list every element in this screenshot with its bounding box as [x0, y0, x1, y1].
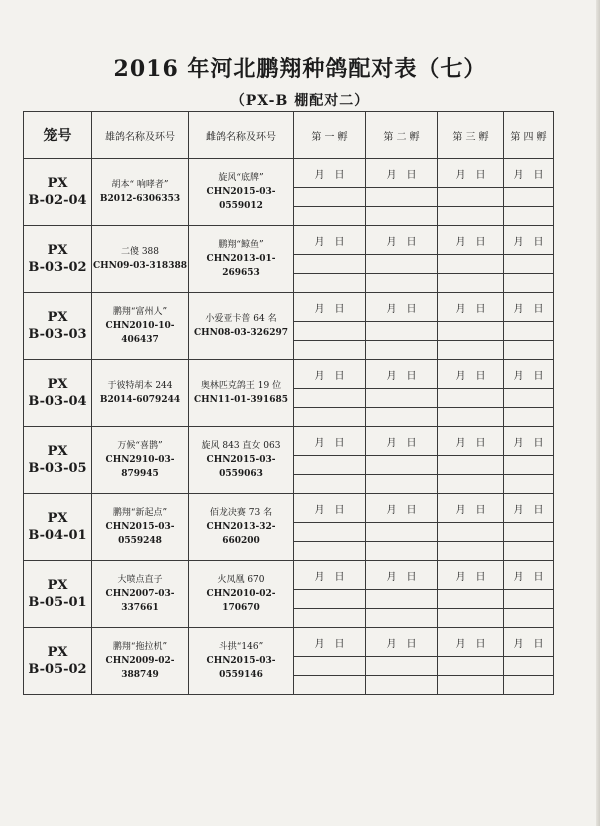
- hatch-3-blank-cell: [438, 676, 504, 695]
- scan-edge: [596, 0, 600, 826]
- hatch-1-date-cell: 月 日: [294, 427, 366, 456]
- male-bird-cell: [92, 226, 189, 293]
- male-bird-cell: [92, 427, 189, 494]
- hatch-3-date-cell: 月 日: [438, 293, 504, 322]
- hatch-1-date-cell: 月 日: [294, 159, 366, 188]
- hatch-2-blank-cell: [366, 590, 438, 609]
- hatch-3-date-cell: 月 日: [438, 226, 504, 255]
- hatch-4-blank-cell: [504, 389, 554, 408]
- cage-id-number: B-03-05: [28, 461, 87, 476]
- hatch-3-blank-cell: [438, 590, 504, 609]
- hatch-3-date-cell: 月 日: [438, 628, 504, 657]
- hatch-3-blank-cell: [438, 341, 504, 360]
- hatch-2-date-cell: 月 日: [366, 427, 438, 456]
- hatch-3-blank-cell: [438, 609, 504, 628]
- female-name: 佰龙决赛 73 名: [209, 508, 273, 518]
- female-ring: CHN2015-03-0559063: [206, 455, 276, 479]
- hatch-1-blank-cell: [294, 274, 366, 293]
- hatch-2-blank-cell: [366, 274, 438, 293]
- hatch-1-blank-cell: [294, 255, 366, 274]
- hatch-4-date-cell: 月 日: [504, 561, 554, 590]
- hatch-4-blank-cell: [504, 274, 554, 293]
- female-bird-cell: [189, 293, 294, 360]
- hatch-1-blank-cell: [294, 341, 366, 360]
- hatch-1-date-cell: 月 日: [294, 293, 366, 322]
- hatch-4-blank-cell: [504, 456, 554, 475]
- female-ring: CHN2015-03-0559012: [206, 187, 276, 211]
- hatch-3-blank-cell: [438, 542, 504, 561]
- hatch-4-blank-cell: [504, 255, 554, 274]
- hatch-2-date-cell: 月 日: [366, 360, 438, 389]
- hatch-4-blank-cell: [504, 408, 554, 427]
- hatch-3-date-cell: 月 日: [438, 494, 504, 523]
- male-bird-cell: [92, 494, 189, 561]
- male-ring: CHN2010-10-406437: [105, 321, 175, 345]
- hatch-2-blank-cell: [366, 609, 438, 628]
- hatch-2-date-cell: 月 日: [366, 628, 438, 657]
- hatch-1-blank-cell: [294, 322, 366, 341]
- hatch-4-blank-cell: [504, 657, 554, 676]
- female-name: 小爱亚卡普 64 名: [205, 314, 277, 324]
- cage-id-prefix: PX: [47, 176, 68, 191]
- hatch-3-blank-cell: [438, 274, 504, 293]
- cage-id-prefix: PX: [47, 511, 68, 526]
- cage-id-cell: [24, 561, 92, 628]
- cage-id-cell: [24, 226, 92, 293]
- male-name: 胡本“ 响哮者”: [111, 180, 169, 190]
- page-subtitle: （PX-B 棚配对二）: [230, 93, 370, 109]
- table-row: [24, 561, 554, 590]
- female-bird-cell: [189, 159, 294, 226]
- cage-id-prefix: PX: [47, 444, 68, 459]
- male-bird-cell: [92, 360, 189, 427]
- hatch-4-date-cell: 月 日: [504, 360, 554, 389]
- hatch-1-blank-cell: [294, 657, 366, 676]
- hatch-2-blank-cell: [366, 341, 438, 360]
- hatch-2-blank-cell: [366, 657, 438, 676]
- female-bird-cell: [189, 628, 294, 695]
- hatch-3-date-cell: 月 日: [438, 561, 504, 590]
- table-row: [24, 159, 554, 188]
- cage-id-cell: [24, 159, 92, 226]
- hatch-1-blank-cell: [294, 389, 366, 408]
- female-bird-cell: [189, 427, 294, 494]
- hatch-3-blank-cell: [438, 657, 504, 676]
- cage-id-number: B-03-03: [28, 327, 87, 342]
- hatch-4-blank-cell: [504, 542, 554, 561]
- hatch-1-blank-cell: [294, 408, 366, 427]
- hatch-1-blank-cell: [294, 475, 366, 494]
- header-hatch-1: 第 一 孵: [294, 112, 366, 159]
- female-ring: CHN2013-32-660200: [206, 522, 276, 546]
- hatch-1-blank-cell: [294, 456, 366, 475]
- male-bird-cell: [92, 159, 189, 226]
- female-bird-cell: [189, 226, 294, 293]
- hatch-2-blank-cell: [366, 408, 438, 427]
- male-ring: B2014-6079244: [99, 395, 181, 405]
- hatch-4-date-cell: 月 日: [504, 293, 554, 322]
- hatch-1-date-cell: 月 日: [294, 494, 366, 523]
- table-row: [24, 293, 554, 322]
- hatch-1-blank-cell: [294, 542, 366, 561]
- male-name: 二傻 388: [120, 247, 160, 257]
- hatch-4-blank-cell: [504, 609, 554, 628]
- male-name: 鹏翔“新起点”: [112, 508, 168, 518]
- hatch-2-date-cell: 月 日: [366, 159, 438, 188]
- page-title: 2016 年河北鹏翔种鸽配对表（七）: [113, 56, 487, 82]
- hatch-4-date-cell: 月 日: [504, 427, 554, 456]
- hatch-4-date-cell: 月 日: [504, 494, 554, 523]
- hatch-4-date-cell: 月 日: [504, 226, 554, 255]
- cage-id-cell: [24, 360, 92, 427]
- hatch-3-date-cell: 月 日: [438, 360, 504, 389]
- hatch-3-blank-cell: [438, 207, 504, 226]
- hatch-1-blank-cell: [294, 188, 366, 207]
- female-ring: CHN08-03-326297: [194, 328, 288, 338]
- cage-id-prefix: PX: [47, 377, 68, 392]
- hatch-4-blank-cell: [504, 475, 554, 494]
- female-name: 鹏翔“鲸鱼”: [218, 240, 264, 250]
- cage-id-cell: [24, 628, 92, 695]
- table-body: [24, 159, 554, 695]
- hatch-3-blank-cell: [438, 408, 504, 427]
- cage-id-prefix: PX: [47, 645, 68, 660]
- male-bird-cell: [92, 628, 189, 695]
- header-male: 雄鸽名称及环号: [92, 112, 189, 159]
- female-name: 斗拱“146”: [218, 642, 264, 652]
- hatch-2-blank-cell: [366, 475, 438, 494]
- hatch-1-blank-cell: [294, 609, 366, 628]
- header-hatch-3: 第 三 孵: [438, 112, 504, 159]
- hatch-4-blank-cell: [504, 188, 554, 207]
- cage-id-number: B-05-01: [28, 595, 87, 610]
- header-id: 笼号: [24, 112, 92, 159]
- hatch-2-date-cell: 月 日: [366, 494, 438, 523]
- male-ring: CHN2910-03-879945: [105, 455, 175, 479]
- female-ring: CHN11-01-391685: [194, 395, 288, 405]
- cage-id-number: B-05-02: [28, 662, 87, 677]
- hatch-3-blank-cell: [438, 456, 504, 475]
- hatch-1-blank-cell: [294, 523, 366, 542]
- hatch-3-blank-cell: [438, 255, 504, 274]
- table-row: [24, 427, 554, 456]
- hatch-1-blank-cell: [294, 590, 366, 609]
- hatch-1-date-cell: 月 日: [294, 360, 366, 389]
- hatch-4-blank-cell: [504, 322, 554, 341]
- male-name: 鹏翔“拖拉机”: [112, 642, 168, 652]
- hatch-4-blank-cell: [504, 676, 554, 695]
- female-ring: CHN2010-02-170670: [206, 589, 276, 613]
- hatch-1-blank-cell: [294, 676, 366, 695]
- hatch-2-blank-cell: [366, 676, 438, 695]
- cage-id-number: B-02-04: [28, 193, 87, 208]
- pairing-table: [23, 111, 554, 695]
- cage-id-number: B-03-02: [28, 260, 87, 275]
- female-name: 旋风“底牌”: [218, 173, 264, 183]
- female-name: 奥林匹克鸽王 19 位: [200, 381, 282, 391]
- male-name: 于彼特胡本 244: [107, 381, 173, 391]
- header-female: 雌鸽名称及环号: [189, 112, 294, 159]
- hatch-4-blank-cell: [504, 341, 554, 360]
- hatch-3-blank-cell: [438, 389, 504, 408]
- hatch-1-date-cell: 月 日: [294, 561, 366, 590]
- hatch-4-blank-cell: [504, 590, 554, 609]
- hatch-3-blank-cell: [438, 188, 504, 207]
- cage-id-cell: [24, 293, 92, 360]
- hatch-1-date-cell: 月 日: [294, 226, 366, 255]
- male-bird-cell: [92, 561, 189, 628]
- cage-id-cell: [24, 494, 92, 561]
- header-hatch-2: 第 二 孵: [366, 112, 438, 159]
- male-ring: CHN09-03-318388: [93, 261, 187, 271]
- table-row: [24, 360, 554, 389]
- female-name: 火凤凰 670: [217, 575, 265, 585]
- hatch-3-date-cell: 月 日: [438, 427, 504, 456]
- hatch-2-blank-cell: [366, 188, 438, 207]
- hatch-1-blank-cell: [294, 207, 366, 226]
- female-bird-cell: [189, 360, 294, 427]
- male-ring: CHN2015-03-0559248: [105, 522, 175, 546]
- hatch-2-blank-cell: [366, 523, 438, 542]
- cage-id-number: B-04-01: [28, 528, 87, 543]
- table-row: [24, 628, 554, 657]
- male-name: 大喷点直子: [117, 575, 163, 585]
- female-ring: CHN2015-03-0559146: [206, 656, 276, 680]
- table-header-row: [24, 112, 554, 159]
- hatch-3-blank-cell: [438, 322, 504, 341]
- hatch-2-blank-cell: [366, 456, 438, 475]
- hatch-4-date-cell: 月 日: [504, 159, 554, 188]
- hatch-2-blank-cell: [366, 542, 438, 561]
- hatch-2-date-cell: 月 日: [366, 226, 438, 255]
- cage-id-cell: [24, 427, 92, 494]
- female-ring: CHN2013-01-269653: [206, 254, 276, 278]
- female-bird-cell: [189, 561, 294, 628]
- hatch-2-blank-cell: [366, 207, 438, 226]
- hatch-2-blank-cell: [366, 389, 438, 408]
- hatch-3-date-cell: 月 日: [438, 159, 504, 188]
- cage-id-number: B-03-04: [28, 394, 87, 409]
- male-bird-cell: [92, 293, 189, 360]
- hatch-3-blank-cell: [438, 523, 504, 542]
- male-ring: CHN2007-03-337661: [105, 589, 175, 613]
- male-name: 万候“喜鹊”: [117, 441, 163, 451]
- hatch-4-date-cell: 月 日: [504, 628, 554, 657]
- hatch-1-date-cell: 月 日: [294, 628, 366, 657]
- male-ring: B2012-6306353: [99, 194, 181, 204]
- male-name: 鹏翔“富州人”: [112, 307, 168, 317]
- cage-id-prefix: PX: [47, 310, 68, 325]
- female-name: 旋风 843 直女 063: [201, 441, 281, 451]
- table-row: [24, 226, 554, 255]
- hatch-4-blank-cell: [504, 523, 554, 542]
- cage-id-prefix: PX: [47, 578, 68, 593]
- header-hatch-4: 第 四 孵: [504, 112, 554, 159]
- hatch-2-blank-cell: [366, 255, 438, 274]
- table-row: [24, 494, 554, 523]
- female-bird-cell: [189, 494, 294, 561]
- hatch-3-blank-cell: [438, 475, 504, 494]
- hatch-2-blank-cell: [366, 322, 438, 341]
- hatch-4-blank-cell: [504, 207, 554, 226]
- cage-id-prefix: PX: [47, 243, 68, 258]
- hatch-2-date-cell: 月 日: [366, 293, 438, 322]
- hatch-2-date-cell: 月 日: [366, 561, 438, 590]
- male-ring: CHN2009-02-388749: [105, 656, 175, 680]
